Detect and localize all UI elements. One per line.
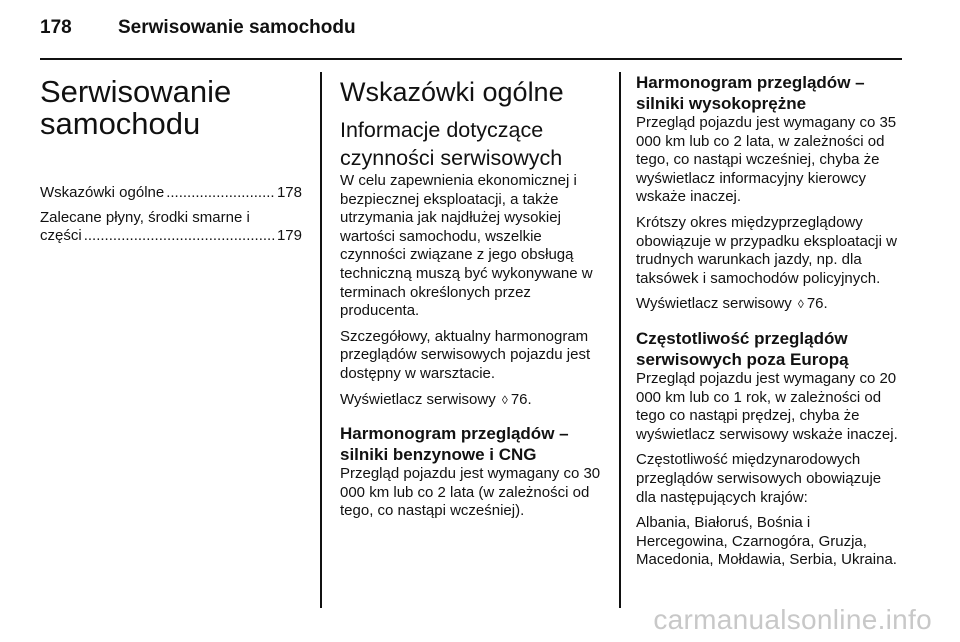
reference-label: Wyświetlacz serwisowy — [636, 295, 792, 313]
chapter-title: Serwisowanie samochodu — [118, 17, 356, 38]
paragraph: Przegląd pojazdu jest wymagany co 20 000 km lub co 1 rok, w zależności od tego co nastąpi prędzej, chyba że wyświetlacz serwisowy wskaże inaczej. — [636, 369, 898, 443]
page-number: 178 — [40, 17, 72, 38]
column-schedules — [636, 72, 904, 577]
paragraph: Szczegółowy, aktualny harmonogram przeglądów serwisowych pojazdu jest dostępny w warsztacie. — [340, 327, 591, 382]
header-rule — [40, 58, 902, 60]
column-divider-2 — [619, 72, 621, 608]
reference-page: 76. — [806, 295, 828, 313]
section-heading: Informacje dotyczące czynności serwisowych — [340, 118, 563, 170]
table-of-contents — [40, 184, 302, 246]
subsection-heading: Częstotliwość przeglądów serwisowych poza Europą — [636, 328, 849, 369]
paragraph: Przegląd pojazdu jest wymagany co 35 000 km lub co 2 lata, w zależności od tego, co nastąpi wcześniej, chyba że wyświetlacz informacyjny kierowcy wskaże inaczej. — [636, 114, 897, 206]
toc-entry-label-line1: Zalecane płyny, środki smarne i — [40, 208, 250, 226]
paragraph: Krótszy okres międzyprzeglądowy obowiązuje w przypadku eksploatacji w trudnych warunkach jazdy, np. dla taksówek i samochodów policyjnych. — [636, 213, 897, 287]
column-general-info — [340, 72, 604, 528]
toc-entry-page: 178 — [276, 184, 302, 201]
paragraph: Przegląd pojazdu jest wymagany co 30 000 km lub co 2 lata (w zależności od tego, co nastąpi wcześniej). — [340, 465, 601, 520]
reference-page: 76. — [510, 390, 532, 408]
watermark: carmanualsonline.info — [653, 604, 932, 635]
page-reference-icon: ◊ — [797, 297, 804, 312]
paragraph: Albania, Białoruś, Bośnia i Hercegowina, Czarnogóra, Gruzja, Macedonia, Mołdawia, Serbia, Ukraina. — [636, 514, 897, 569]
paragraph: W celu zapewnienia ekonomicznej i bezpiecznej eksploatacji, a także utrzymania jak najdłużej wysokiej wartości samochodu, wszelkie czynności związane z jego obsługą techniczną muszą być wykonywane w terminach określonych przez producenta. — [340, 172, 593, 320]
subsection-heading: Harmonogram przeglądów – silniki wysokoprężne — [636, 73, 865, 113]
toc-entry-label-line2: części — [40, 227, 82, 245]
toc-leader-dots — [166, 184, 275, 203]
subsection-heading: Harmonogram przeglądów – silniki benzynowe i CNG — [340, 424, 569, 465]
toc-entry-fluids[interactable] — [40, 209, 302, 246]
paragraph: Częstotliwość międzynarodowych przeglądów serwisowych obowiązuje dla następujących krajów: — [636, 451, 882, 506]
toc-entry-label: Wskazówki ogólne — [40, 184, 165, 201]
toc-leader-dots — [84, 227, 275, 246]
reference-label: Wyświetlacz serwisowy — [340, 390, 496, 408]
cross-reference[interactable] — [636, 295, 904, 314]
cross-reference[interactable] — [340, 391, 604, 410]
chapter-heading: Serwisowanie samochodu — [40, 74, 232, 141]
column-toc — [40, 72, 302, 252]
column-divider-1 — [320, 72, 322, 608]
section-title: Wskazówki ogólne — [340, 77, 564, 107]
toc-entry-general[interactable] — [40, 184, 302, 203]
page-header — [40, 8, 356, 48]
page-reference-icon: ◊ — [501, 392, 508, 407]
toc-entry-page: 179 — [276, 227, 302, 245]
